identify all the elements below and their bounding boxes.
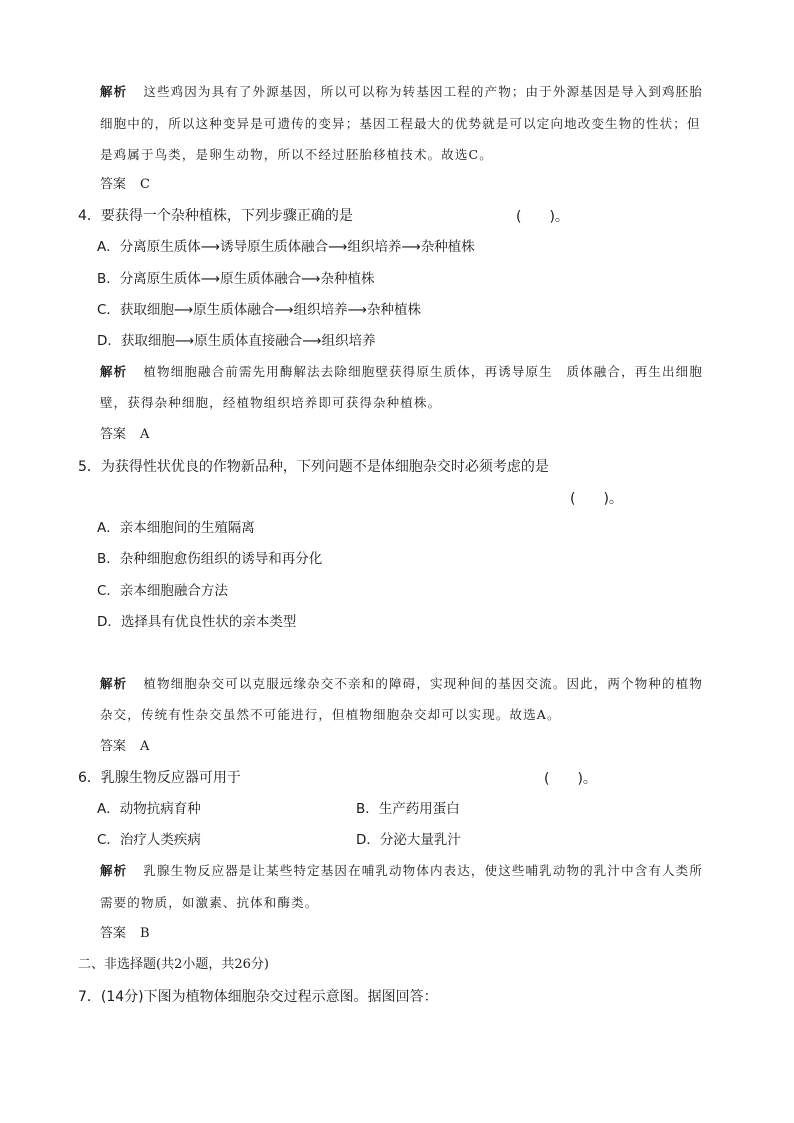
q5-option-a: A．亲本细胞间的生殖隔离 (97, 520, 255, 536)
q5-option-d: D．选择具有优良性状的亲本类型 (97, 614, 297, 630)
q4-option-d: D．获取细胞⟶原生质体直接融合⟶组织培养 (97, 333, 376, 349)
q4-option-c: C．获取细胞⟶原生质体融合⟶组织培养⟶杂种植株 (97, 302, 421, 318)
q5-analysis-line-1 (100, 674, 703, 694)
q6-option-d: D．分泌大量乳汁 (356, 832, 461, 848)
q6-option-a: A．动物抗病育种 (97, 801, 201, 817)
q4-answer-value: A (140, 427, 150, 442)
q4-answer-blank: ( )。 (516, 209, 569, 225)
q5-answer-value: A (140, 739, 150, 754)
q6-analysis-line-1 (100, 861, 703, 881)
q4-answer-label: 答案 (100, 427, 127, 442)
q4-answer (100, 425, 149, 445)
q6-analysis-line-2: 需要的物质，如激素、抗体和酶类。 (100, 895, 319, 910)
q6-answer-value: B (140, 926, 150, 941)
q4-option-b: B．分离原生质体⟶原生质体融合⟶杂种植株 (97, 271, 375, 287)
q3-analysis-line-1 (100, 82, 703, 102)
q5-answer-label: 答案 (100, 739, 127, 754)
q5-analysis-line-2: 杂交，传统有性杂交虽然不可能进行，但植物细胞杂交却可以实现。故选A。 (100, 707, 561, 722)
q6-analysis-label: 解析 (100, 863, 128, 878)
q3-analysis-line-2: 细胞中的，所以这种变异是可遗传的变异；基因工程最大的优势就是可以定向地改变生物的性状；但 (100, 116, 701, 131)
q6-option-b: B．生产药用蛋白 (356, 801, 460, 817)
q4-analysis-line-2: 壁，获得杂种细胞，经植物组织培养即可获得杂种植株。 (100, 395, 442, 410)
q5-stem: 5．为获得性状优良的作物新品种，下列问题不是体细胞杂交时必须考虑的是 (78, 459, 549, 475)
q5-option-c: C．亲本细胞融合方法 (97, 583, 228, 599)
section-heading: 二、非选择题(共2小题，共26分) (78, 957, 269, 972)
q6-option-c: C．治疗人类疾病 (97, 832, 201, 848)
q4-stem: 4．要获得一个杂种植株，下列步骤正确的是 (78, 208, 353, 224)
q3-answer-value: C (140, 177, 150, 192)
q6-answer-blank: ( )。 (544, 771, 597, 787)
q4-analysis-line-1 (100, 362, 703, 382)
q3-analysis-line-3: 是鸡属于鸟类，是卵生动物，所以不经过胚胎移植技术。故选C。 (100, 147, 493, 162)
q6-stem: 6．乳腺生物反应器可用于 (78, 770, 241, 786)
q5-analysis-label: 解析 (100, 676, 128, 691)
q3-analysis-label: 解析 (100, 84, 128, 99)
q6-analysis-text-1: 乳腺生物反应器是让某些特定基因在哺乳动物体内表达，使这些哺乳动物的乳汁中含有人类所 (143, 863, 703, 878)
q4-analysis-text-1: 植物细胞融合前需先用酶解法去除细胞壁获得原生质体，再诱导原生 质体融合，再生出细胞 (143, 364, 703, 379)
q6-answer (100, 924, 150, 944)
q3-answer (100, 175, 150, 195)
q6-answer-label: 答案 (100, 926, 127, 941)
q7-stem: 7．(14分)下图为植物体细胞杂交过程示意图。据图回答： (78, 989, 438, 1005)
q5-analysis-text-1: 植物细胞杂交可以克服远缘杂交不亲和的障碍，实现种间的基因交流。因此，两个物种的植物 (143, 676, 703, 691)
q3-answer-label: 答案 (100, 177, 127, 192)
q5-option-b: B．杂种细胞愈伤组织的诱导和再分化 (97, 551, 323, 567)
q3-analysis-text-1: 这些鸡因为具有了外源基因，所以可以称为转基因工程的产物；由于外源基因是导入到鸡胚胎 (143, 84, 703, 99)
q4-analysis-label: 解析 (100, 364, 128, 379)
q5-answer (100, 737, 149, 757)
q4-option-a: A．分离原生质体⟶诱导原生质体融合⟶组织培养⟶杂种植株 (97, 239, 475, 255)
q5-answer-blank: ( )。 (570, 491, 623, 507)
